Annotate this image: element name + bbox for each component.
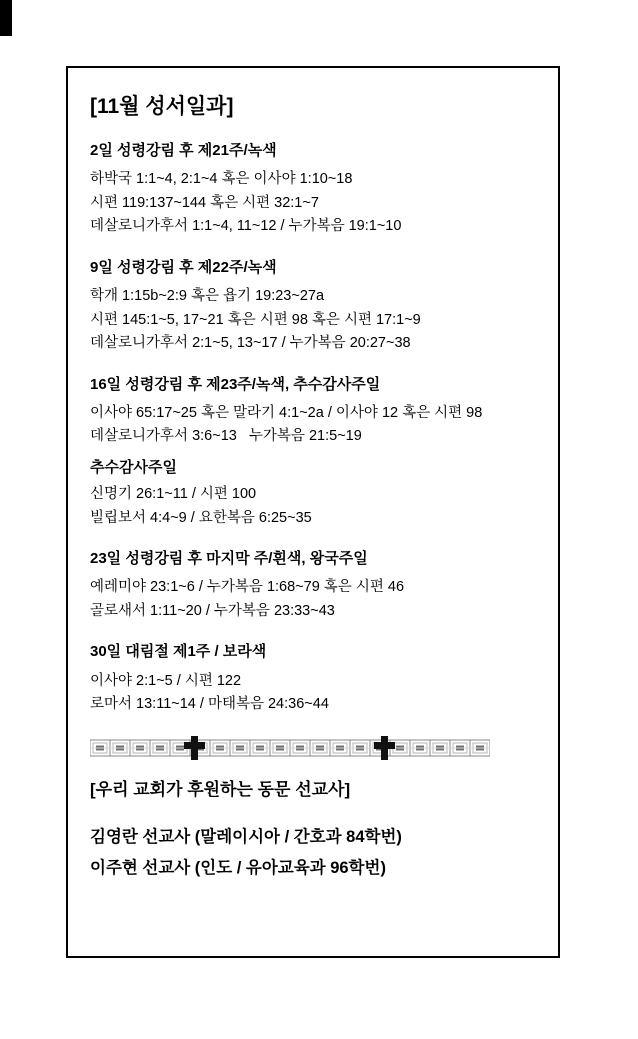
lectionary-section <box>90 642 534 716</box>
missionary-entry: 이주현 선교사 (인도 / 유아교육과 96학번) <box>90 858 386 877</box>
page-title: [11월 성서일과] <box>90 95 234 118</box>
section-heading: 9일 성령강림 후 제22주/녹색 <box>90 258 277 276</box>
section-heading: 23일 성령강림 후 마지막 주/흰색, 왕국주일 <box>90 550 368 568</box>
cross-chain-divider-icon <box>90 735 534 761</box>
section-line: 하박국 1:1~4, 2:1~4 혹은 이사야 1:10~18 <box>90 171 353 188</box>
section-heading: 2일 성령강림 후 제21주/녹색 <box>90 142 277 160</box>
missionary-entry: 김영란 선교사 (말레이시아 / 간호과 84학번) <box>90 827 402 846</box>
section-line: 학개 1:15b~2:9 혹은 욥기 19:23~27a <box>90 288 325 305</box>
section-line: 시편 145:1~5, 17~21 혹은 시편 98 혹은 시편 17:1~9 <box>90 311 421 328</box>
section-line: 이사야 65:17~25 혹은 말라기 4:1~2a / 이사야 12 혹은 시편 98 <box>90 404 483 421</box>
corner-registration-mark <box>0 0 12 36</box>
section-subheading: 추수감사주일 <box>90 458 177 476</box>
section-line: 이사야 2:1~5 / 시편 122 <box>90 672 242 689</box>
section-line: 로마서 13:11~14 / 마태복음 24:36~44 <box>90 695 329 712</box>
section-line: 신명기 26:1~11 / 시편 100 <box>90 486 257 503</box>
section-line: 예레미야 23:1~6 / 누가복음 1:68~79 혹은 시편 46 <box>90 579 405 596</box>
section-line: 데살로니가후서 1:1~4, 11~12 / 누가복음 19:1~10 <box>90 218 402 235</box>
bulletin-content <box>68 68 558 902</box>
missionary-section-title: [우리 교회가 후원하는 동문 선교사] <box>90 780 351 800</box>
lectionary-section <box>90 141 534 239</box>
section-line: 골로새서 1:11~20 / 누가복음 23:33~43 <box>90 602 335 619</box>
section-heading: 16일 성령강림 후 제23주/녹색, 추수감사주일 <box>90 375 381 393</box>
bulletin-frame <box>66 66 560 958</box>
lectionary-section <box>90 549 534 623</box>
section-line: 빌립보서 4:4~9 / 요한복음 6:25~35 <box>90 509 312 526</box>
section-heading: 30일 대림절 제1주 / 보라색 <box>90 643 267 661</box>
section-line: 데살로니가후서 3:6~13 누가복음 21:5~19 <box>90 428 362 445</box>
section-line: 데살로니가후서 2:1~5, 13~17 / 누가복음 20:27~38 <box>90 335 411 352</box>
lectionary-section <box>90 258 534 356</box>
lectionary-section <box>90 375 534 530</box>
section-line: 시편 119:137~144 혹은 시편 32:1~7 <box>90 194 319 211</box>
